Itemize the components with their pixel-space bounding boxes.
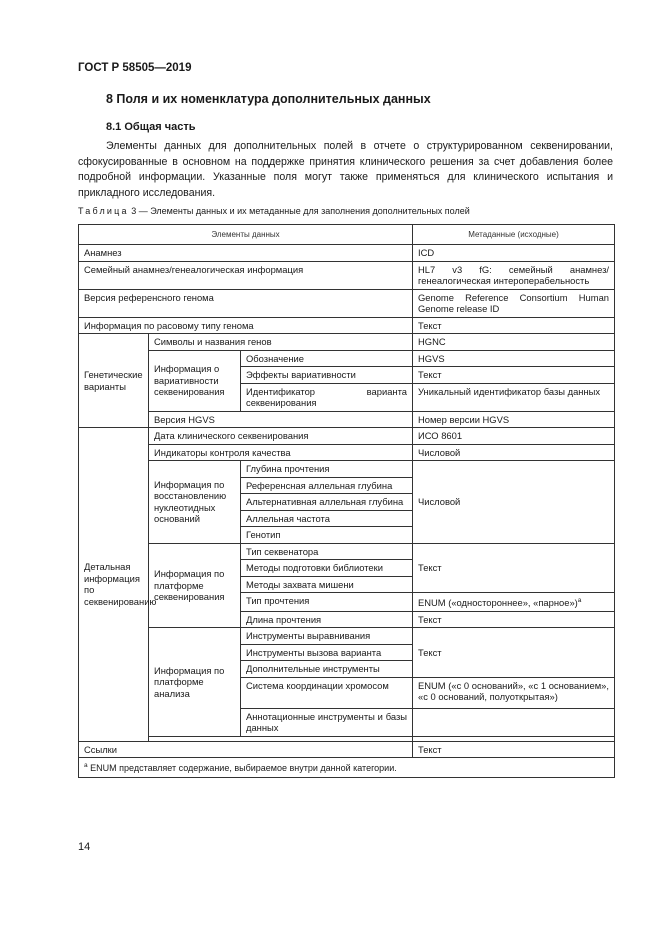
subgroup-platform-seq: Информация по платформе секвенирования — [149, 543, 241, 628]
table-row — [79, 350, 615, 367]
metadata-cell: HGVS — [413, 350, 615, 367]
table-caption — [78, 206, 470, 216]
subgroup-recovery-info: Информация по восстановлению нуклеотидных оснований — [149, 461, 241, 544]
table-row — [79, 289, 615, 317]
element-cell: Обозначение — [241, 350, 413, 367]
element-cell: Семейный анамнез/генеалогическая информация — [79, 261, 413, 289]
section-title: 8 Поля и их номенклатура дополнительных данных — [106, 92, 431, 106]
page-number: 14 — [78, 841, 91, 853]
metadata-cell: ENUM («с 0 оснований», «с 1 основанием», «с 0 оснований, полуоткрытая») — [413, 677, 615, 708]
element-cell: Индикаторы контроля качества — [149, 444, 413, 461]
element-cell: Символы и названия генов — [149, 334, 413, 351]
table-row — [79, 411, 615, 428]
metadata-cell: HL7 v3 fG: семейный анамнез/генеалогическая интероперабельность — [413, 261, 615, 289]
standard-number: ГОСТ Р 58505—2019 — [78, 62, 192, 74]
footnote-ref: a — [577, 597, 582, 604]
element-cell: Версия референсного генома — [79, 289, 413, 317]
element-cell: Идентификатор варианта секвенирования — [241, 383, 413, 411]
group-genetic-variants: Генетические варианты — [79, 334, 149, 428]
metadata-cell: Текст — [413, 367, 615, 384]
element-cell: Инструменты выравнивания — [241, 628, 413, 645]
table-row — [79, 334, 615, 351]
subgroup-variant-info: Информация о вариативности секвенирования — [149, 350, 241, 411]
metadata-cell: Текст — [413, 317, 615, 334]
table-footnote — [79, 758, 615, 778]
element-cell: Глубина прочтения — [241, 461, 413, 478]
metadata-cell — [413, 708, 615, 736]
metadata-cell: Номер версии HGVS — [413, 411, 615, 428]
element-cell: Система координации хромосом — [241, 677, 413, 708]
element-cell: Дата клинического секвенирования — [149, 428, 413, 445]
table-row — [79, 543, 615, 560]
element-cell: Ссылки — [79, 741, 413, 758]
data-elements-table — [78, 224, 614, 778]
metadata-cell: ИСО 8601 — [413, 428, 615, 445]
table-caption-prefix: Таблица — [78, 206, 129, 216]
element-cell: Генотип — [241, 527, 413, 544]
metadata-cell: Текст — [413, 628, 615, 678]
header-metadata: Метаданные (исходные) — [413, 225, 615, 245]
metadata-cell: HGNC — [413, 334, 615, 351]
table-row — [79, 261, 615, 289]
table-row — [79, 317, 615, 334]
table-row — [79, 245, 615, 262]
group-detailed-info: Детальная информация по секвенированию — [79, 428, 149, 742]
subgroup-platform-analysis: Информация по платформе анализа — [149, 628, 241, 737]
metadata-cell: Текст — [413, 543, 615, 593]
element-cell: Информация по расовому типу генома — [79, 317, 413, 334]
element-cell: Дополнительные инструменты — [241, 661, 413, 678]
element-cell: Анамнез — [79, 245, 413, 262]
metadata-cell — [413, 593, 615, 612]
table-header-row — [79, 225, 615, 245]
footnote-text: ENUM представляет содержание, выбираемое внутри данной категории. — [90, 763, 397, 774]
table-row — [79, 628, 615, 645]
element-cell: Тип секвенатора — [241, 543, 413, 560]
metadata-cell: Числовой — [413, 461, 615, 544]
metadata-cell: ICD — [413, 245, 615, 262]
intro-paragraph: Элементы данных для дополнительных полей в отчете о структурированном секвенировании, сфокусированные в основном на поддержке принятия клинического решения за счет добавления более подробной информации. Указанные поля могут также применяться для клинического испытания и прикладного исследования. — [78, 140, 613, 199]
element-cell: Методы захвата мишени — [241, 576, 413, 593]
table-row — [79, 444, 615, 461]
table-footnote-row — [79, 758, 615, 778]
table-caption-text: 3 — Элементы данных и их метаданные для заполнения дополнительных полей — [131, 206, 470, 216]
metadata-cell: Числовой — [413, 444, 615, 461]
enum-read-text: ENUM («одностороннее», «парное») — [418, 597, 578, 609]
element-cell: Альтернативная аллельная глубина — [241, 494, 413, 511]
header-elements: Элементы данных — [79, 225, 413, 245]
element-cell: Референсная аллельная глубина — [241, 477, 413, 494]
element-cell: Версия HGVS — [149, 411, 413, 428]
metadata-cell: Genome Reference Consortium Human Genome release ID — [413, 289, 615, 317]
element-cell: Аллельная частота — [241, 510, 413, 527]
footnote-mark: a — [84, 762, 88, 770]
table-row — [79, 741, 615, 758]
element-cell: Эффекты вариативности — [241, 367, 413, 384]
element-cell: Аннотационные инструменты и базы данных — [241, 708, 413, 736]
table-row — [79, 428, 615, 445]
element-cell: Инструменты вызова варианта — [241, 644, 413, 661]
metadata-cell: Текст — [413, 611, 615, 628]
metadata-cell: Уникальный идентификатор базы данных — [413, 383, 615, 411]
table-row — [79, 461, 615, 478]
subsection-title: 8.1 Общая часть — [106, 121, 196, 133]
element-cell: Тип прочтения — [241, 593, 413, 612]
element-cell: Длина прочтения — [241, 611, 413, 628]
metadata-cell: Текст — [413, 741, 615, 758]
element-cell: Методы подготовки библиотеки — [241, 560, 413, 577]
